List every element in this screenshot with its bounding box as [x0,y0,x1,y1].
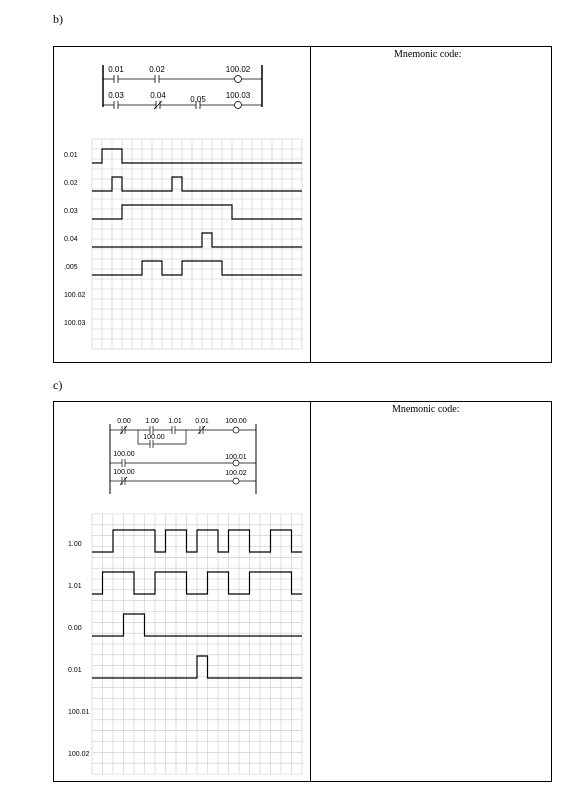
rung-c3 [110,469,256,485]
signal-waveform [92,233,302,247]
signal-label: 0.02 [64,180,78,187]
rung-c2-coil-label: 100.01 [225,454,247,461]
section-c-box [53,401,552,782]
rung-c1 [110,418,256,448]
rung-b1-contact-1: 0.01 [108,65,124,74]
rung-b2 [103,91,262,109]
coil-c3 [233,478,239,484]
section-c-mnemonic-label: Mnemonic code: [392,404,460,415]
rung-c3-contact: 100.00 [113,469,135,476]
section-b-mnemonic-label: Mnemonic code: [394,49,462,60]
timing-diagram-b [54,137,310,357]
signal-label: 0.03 [64,208,78,215]
rung-c1-contact-b: 1.00 [145,418,159,425]
timing-grid [92,514,302,774]
section-b-box [53,46,552,363]
rung-c1-contact-d: 0.01 [195,418,209,425]
ladder-diagram-b [54,47,310,127]
signal-waveform [92,149,302,163]
rung-b2-contact-3: 0.05 [190,95,206,104]
rung-c1-branch-contact: 100.00 [143,434,165,441]
ladder-diagram-c [54,402,310,502]
signal-waveform [92,205,302,219]
rung-b2-coil-label: 100.03 [225,91,251,100]
signal-label: 0.00 [68,625,82,632]
rung-c2-contact: 100.00 [113,451,135,458]
signal-label: 0.01 [68,667,82,674]
signal-label: 100.03 [64,320,86,327]
rung-b2-contact-2: 0.04 [150,91,166,100]
timing-grid [92,139,302,349]
section-c-label: c) [53,378,63,392]
signal-label: 1.00 [68,541,82,548]
rung-c2 [110,451,256,467]
rung-b2-contact-1: 0.03 [108,91,124,100]
signal-waveform [92,261,302,275]
signal-label: 100.01 [68,709,90,716]
signal-label: .005 [64,264,78,271]
coil-c1 [233,427,239,433]
signal-label: 0.04 [64,236,78,243]
signal-label: 100.02 [68,751,90,758]
rung-b1-coil-label: 100.02 [225,65,251,74]
coil-b2 [235,102,242,109]
rung-c1-coil-label: 100.00 [225,418,247,425]
signal-label: 100.02 [64,292,86,299]
rung-c1-contact-c: 1.01 [168,418,182,425]
signal-label: 1.01 [68,583,82,590]
coil-b1 [235,76,242,83]
section-b-label: b) [53,12,63,26]
rung-b1-contact-2: 0.02 [149,65,165,74]
rung-c1-contact-a: 0.00 [117,418,131,425]
rung-b1 [103,65,262,83]
signal-label: 0.01 [64,152,78,159]
timing-diagram-c [54,512,310,782]
rung-c3-coil-label: 100.02 [225,470,247,477]
